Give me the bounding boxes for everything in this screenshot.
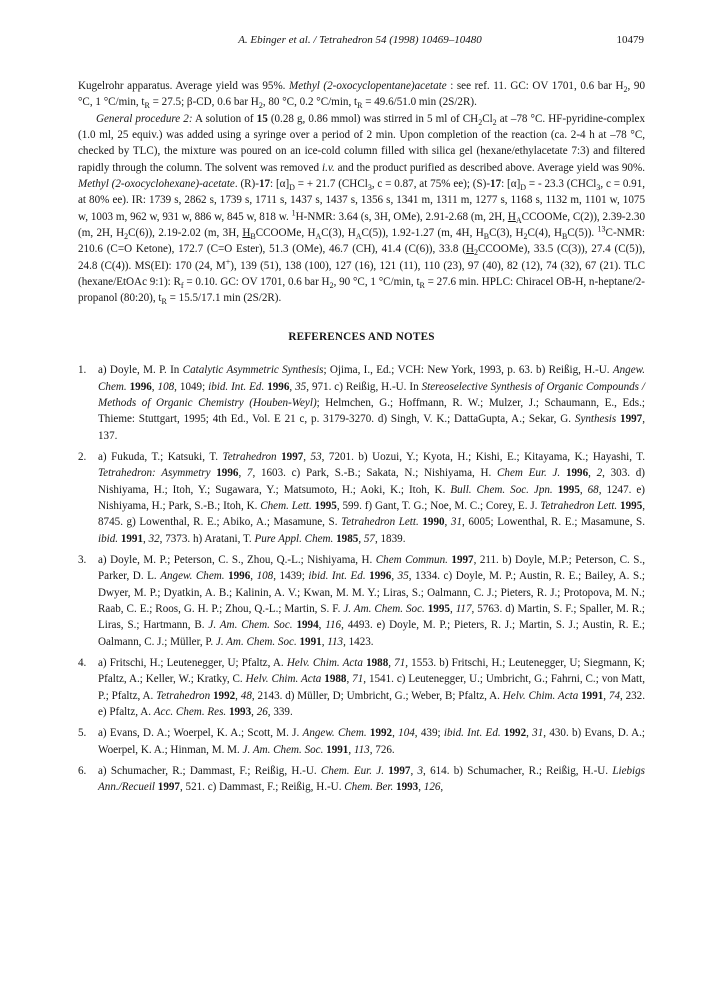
- reference-text: a) Doyle, M. P.; Peterson, C. S., Zhou, Q.-L.; Nishiyama, H. Chem Commun. 1997, 211. b) Doyle, M.P.; Peterson, C. S., Parker, D. L. Angew. Chem. 1996, 108, 1439; ibid. Int. Ed. 1996, 35, 1334. c) Doyle, M. P.; Austin, R. E.; Bailey, A. S.; Dwyer, M. P.; Dyatkin, A. B.; Kalinin, A. V.; Kwan, M. M. Y.; Liras, S.; Oalmann, C. J.; Pieters, R. J.; Protopova, M. N.; Raab, C. E.; Roos, G. H. P.; Zhou, Q.-L.; Martin, S. F. J. Am. Chem. Soc. 1995, 117, 5763. d) Martin, S. F.; Spaller, M. R.; Liras, S.; Hartmann, B. J. Am. Chem. Soc. 1994, 116, 4493. e) Doyle, M. P.; Pieters, R. J.; Martin, S. J.; Austin, R. E.; Oalmann, C. J.; Müller, P. J. Am. Chem. Soc. 1991, 113, 1423.: [98, 553, 646, 648]
- references-list: [78, 362, 645, 796]
- reference-number: 6.: [78, 765, 87, 778]
- page-number: 10479: [616, 34, 644, 46]
- paragraph-experimental-end: Kugelrohr apparatus. Average yield was 95%. Methyl (2-oxocyclopentane)acetate : see ref. 11. GC: OV 1701, 0.6 bar $H_2$, 90 °C, 1 °C/min, $t_R = 27.5$; β-CD, 0.6 bar $H_2$, 80 °C, 0.2 °C/min, $t_R = 49.6/51.0$ min (2S/2R).: [78, 80, 645, 111]
- reference-text: a) Schumacher, R.; Dammast, F.; Reißig, H.-U. Chem. Eur. J. 1997, 3, 614. b) Schumacher, R.; Reißig, H.-U. Liebigs Ann./Recueil 1997, 521. c) Dammast, F.; Reißig, H.-U. Chem. Ber. 1993, 126,: [98, 765, 645, 794]
- reference-number: 4.: [78, 657, 87, 669]
- reference-item: [78, 449, 645, 547]
- reference-number: 5.: [78, 727, 87, 740]
- references-heading: REFERENCES AND NOTES: [288, 330, 435, 343]
- reference-number: 3.: [78, 553, 87, 566]
- reference-text: a) Fukuda, T.; Katsuki, T. Tetrahedron 1997, 53, 7201. b) Uozui, Y.; Kyota, H.; Kishi, E.; Kitayama, K.; Hayashi, T. Tetrahedron: Asymmetry 1996, 7, 1603. c) Park, S.-B.; Sakata, N.; Nishiyama, H. Chem Eur. J. 1996, 2, 303. d) Nishiyama, H.; Itoh, Y.; Sugawara, Y.; Matsumoto, H.; Aoki, K.; Itoh, K. Bull. Chem. Soc. Jpn. 1995, 68, 1247. e) Nishiyama, H.; Park, S.-B.; Itoh, K. Chem. Lett. 1995, 599. f) Gant, T. G.; Noe, M. C.; Corey, E. J. Tetrahedron Lett. 1995, 8745. g) Lowenthal, R. E.; Abiko, A.; Masamune, S. Tetrahedron Lett. 1990, 31, 6005; Lowenthal, R. E.; Masamune, S. ibid. 1991, 32, 7373. h) Aratani, T. Pure Appl. Chem. 1985, 57, 1839.: [98, 450, 646, 545]
- running-head: A. Ebinger et al. / Tetrahedron 54 (1998) 10469–10480: [238, 34, 482, 46]
- running-header: [0, 34, 720, 50]
- reference-text: a) Evans, D. A.; Woerpel, K. A.; Scott, M. J. Angew. Chem. 1992, 104, 439; ibid. Int. Ed. 1992, 31, 430. b) Evans, D. A.; Woerpel, K. A.; Hinman, M. M. J. Am. Chem. Soc. 1991, 113, 726.: [98, 727, 646, 756]
- reference-item: [78, 725, 645, 758]
- reference-item: [78, 655, 645, 720]
- page-body: [78, 78, 645, 801]
- reference-text: a) Fritschi, H.; Leutenegger, U; Pfaltz, A. Helv. Chim. Acta 1988, 71, 1553. b) Fritschi, H.; Leutenegger, U; Siegmann, K; Pfaltz, A.; Keller, W.; Kratky, C. Helv. Chim. Acta 1988, 71, 1541. c) Leutenegger, U.; Umbricht, G.; Fahrni, C.; von Matt, P.; Pfaltz, A. Tetrahedron 1992, 48, 2143. d) Müller, D; Umbricht, G.; Weber, B; Pfaltz, A. Helv. Chim. Acta 1991, 74, 232. e) Pfaltz, A. Acc. Chem. Res. 1993, 26, 339.: [98, 657, 645, 719]
- paragraph-general-procedure-2: General procedure 2: A solution of 15 (0.28 g, 0.86 mmol) was stirred in 5 ml of $CH_2Cl_2$ at –78 °C. HF-pyridine-complex (1.0 ml, 25 equiv.) was added using a syringe over a period of 2 min. Upon completion of the reaction (ca. 2-4 h at –78 °C, checked by TLC), the mixture was poured on an ice-cold column filled with silica gel (hexane/ethylacetate 7:3) and filtered rapidly through the column. The solvent was removed i.v. and the product purified as described above. Average yield was 90%. Methyl (2-oxocyclohexane)-acetate. (R)-17: $[\alpha]_D$ = + 21.7 (CHCl$_3$, c = 0.87, at 75% ee); (S)-17: $[\alpha]_D$ = - 23.3 (CHCl$_3$, c = 0.91, at 80% ee). IR: 1739 s, 2862 s, 1739 s, 1711 s, 1437 s, 1437 s, 1356 s, 1341 m, 1311 m, 1277 s, 1168 s, 1132 m, 1101 w, 1075 w, 1003 m, 962 w, 931 w, 886 w, 845 w, 818 w. $^1$H-NMR: 3.64 (s, 3H, OMe), 2.91-2.68 (m, 2H, $H_ACCOOMe$, C(2)), 2.39-2.30 (m, 2H, $H_2C(6)$), 2.19-2.02 (m, 3H, $H_BCCOOMe$, $H_AC(3)$, $H_AC(5)$), 1.92-1.27 (m, 4H, $H_BC(3)$, $H_2C(4)$, $H_BC(5)$). $^{13}$C-NMR: 210.6 (C=O Ketone), 172.7 (C=O Ester), 51.3 (OMe), 46.7 (CH), 41.4 (C(6)), 33.8 $(H_2CCOOMe)$, 33.5 (C(3)), 27.4 (C(5)), 24.8 (C(4)). MS(EI): 170 (24, M+), 139 (51), 138 (100), 127 (16), 121 (11), 110 (23), 97 (40), 82 (12), 74 (32), 67 (21). TLC (hexane/EtOAc 9:1): $R_f = 0.10$. GC: OV 1701, 0.6 bar $H_2$, 90 °C, 1 °C/min, $t_R = 27.6$ min. HPLC: Chiracel OB-H, n-heptane/2-propanol (80:20), $t_R = 15.5/17.1$ min (2S/2R).: [78, 112, 646, 307]
- reference-item: [78, 763, 645, 796]
- reference-text: a) Doyle, M. P. In Catalytic Asymmetric Synthesis; Ojima, I., Ed.; VCH: New York, 1993, p. 63. b) Reißig, H.-U. Angew. Chem. 1996, 108, 1049; ibid. Int. Ed. 1996, 35, 971. c) Reißig, H.-U. In Stereoselective Synthesis of Organic Compounds / Methods of Organic Chemistry (Houben-Weyl); Helmchen, G.; Hoffmann, R. W.; Mulzer, J.; Schaumann, E., Eds.; Thieme: Stuttgart, 1995; 4th Ed., Vol. E 21 c, p. 3179-3270. d) Singh, V. K.; DattaGupta, A.; Sekar, G. Synthesis 1997, 137.: [98, 364, 646, 442]
- reference-number: 1.: [78, 364, 87, 377]
- reference-number: 2.: [78, 450, 87, 463]
- reference-item: [78, 362, 645, 444]
- reference-item: [78, 552, 645, 650]
